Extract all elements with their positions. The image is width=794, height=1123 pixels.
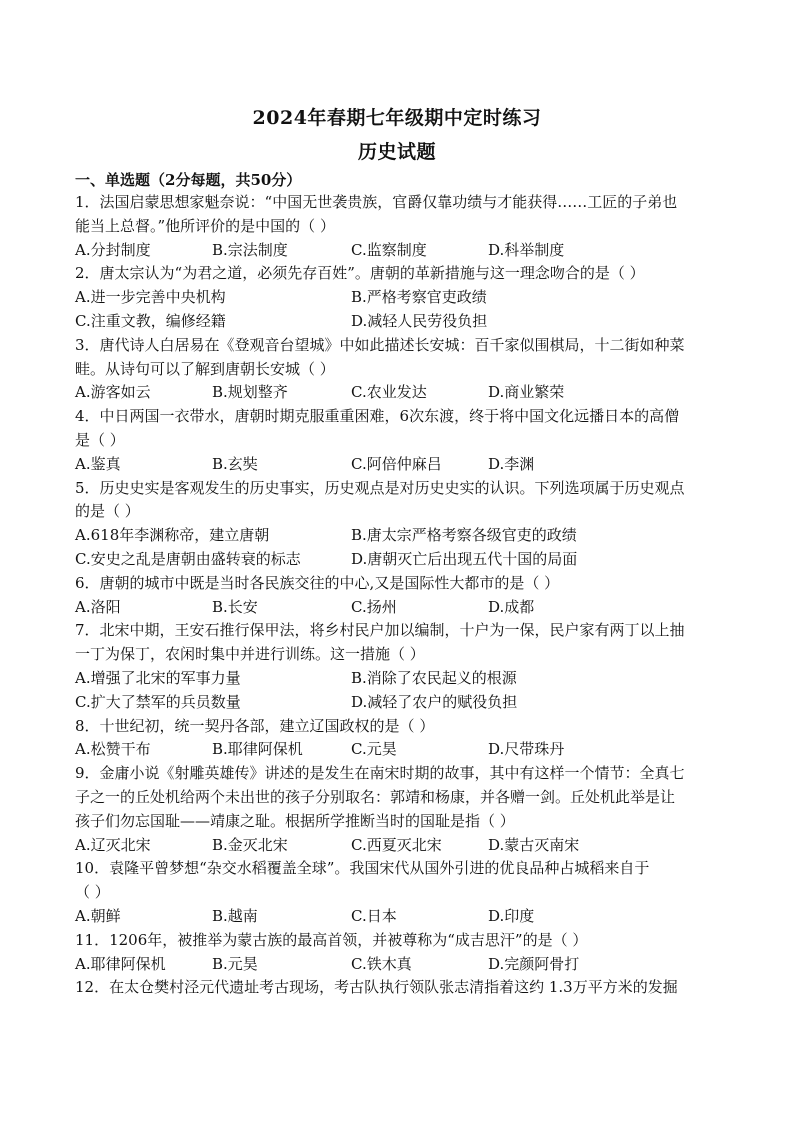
question-text-line: 3．唐代诗人白居易在《登观音台望城》中如此描述长安城：百千家似围棋局，十二街如种菜 bbox=[75, 335, 685, 354]
options-row bbox=[75, 453, 725, 477]
option-b: B.耶律阿保机 bbox=[212, 740, 303, 759]
option-b: B.消除了农民起义的根源 bbox=[351, 668, 517, 687]
option-a: A.鉴真 bbox=[75, 454, 121, 473]
option-b: B.规划整齐 bbox=[212, 383, 288, 402]
option-d: D.尺带珠丹 bbox=[488, 740, 565, 759]
option-c: C.安史之乱是唐朝由盛转衰的标志 bbox=[75, 549, 301, 568]
option-a: A.洛阳 bbox=[75, 597, 121, 616]
option-a: A.辽灭北宋 bbox=[75, 835, 151, 854]
option-a: A.618年李渊称帝，建立唐朝 bbox=[75, 526, 270, 545]
option-c: C.元昊 bbox=[351, 740, 397, 759]
question-text-line: 8．十世纪初，统一契丹各部，建立辽国政权的是（ ） bbox=[75, 716, 435, 735]
question-text-line: 是（ ） bbox=[75, 430, 125, 449]
option-b: B.严格考察官吏政绩 bbox=[351, 288, 487, 307]
question-6 bbox=[75, 572, 725, 620]
options-row bbox=[75, 834, 725, 858]
option-d: D.李渊 bbox=[488, 454, 535, 473]
question-text-line: 10．袁隆平曾梦想“杂交水稻覆盖全球”。我国宋代从国外引进的优良品种占城稻来自于 bbox=[75, 859, 650, 878]
option-c: C.扩大了禁军的兵员数量 bbox=[75, 692, 241, 711]
question-1 bbox=[75, 191, 725, 262]
question-12 bbox=[75, 976, 725, 1000]
question-7 bbox=[75, 619, 725, 714]
option-d: D.蒙古灭南宋 bbox=[488, 835, 580, 854]
option-b: B.长安 bbox=[212, 597, 258, 616]
question-8 bbox=[75, 715, 725, 763]
option-c: C.监察制度 bbox=[351, 240, 427, 259]
option-c: C.注重文教，编修经籍 bbox=[75, 311, 226, 330]
question-9 bbox=[75, 762, 725, 857]
section-heading: 一、单选题（2分每题，共50分） bbox=[75, 171, 302, 189]
options-row bbox=[75, 691, 725, 715]
option-b: B.玄奘 bbox=[212, 454, 258, 473]
option-a: A.耶律阿保机 bbox=[75, 954, 166, 973]
option-b: B.金灭北宋 bbox=[212, 835, 288, 854]
question-text-line: （ ） bbox=[75, 883, 110, 902]
options-row bbox=[75, 239, 725, 263]
option-d: D.减轻人民劳役负担 bbox=[351, 311, 488, 330]
option-b: B.唐太宗严格考察各级官吏的政绩 bbox=[351, 526, 577, 545]
question-4 bbox=[75, 405, 725, 476]
option-c: C.扬州 bbox=[351, 597, 397, 616]
question-2 bbox=[75, 262, 725, 333]
question-text-line: 孩子们勿忘国耻——靖康之耻。根据所学推断当时的国耻是指（ ） bbox=[75, 811, 515, 830]
question-text-line: 畦。从诗句可以了解到唐朝长安城（ ） bbox=[75, 359, 335, 378]
option-a: A.增强了北宋的军事力量 bbox=[75, 668, 241, 687]
question-text-line: 4．中日两国一衣带水，唐朝时期克服重重困难，6次东渡，终于将中国文化远播日本的高僧 bbox=[75, 407, 680, 426]
question-10 bbox=[75, 857, 725, 928]
option-d: D.完颜阿骨打 bbox=[488, 954, 580, 973]
option-a: A.松赞干布 bbox=[75, 740, 151, 759]
question-text-line: 的是（ ） bbox=[75, 502, 140, 521]
option-a: A.朝鲜 bbox=[75, 906, 121, 925]
option-b: B.宗法制度 bbox=[212, 240, 288, 259]
question-text-line: 5．历史史实是客观发生的历史事实，历史观点是对历史史实的认识。下列选项属于历史观点 bbox=[75, 478, 685, 497]
question-list bbox=[75, 191, 725, 1000]
question-text-line: 12．在太仓樊村泾元代遗址考古现场，考古队执行领队张志清指着这约 1.3万平方米的发掘 bbox=[75, 978, 678, 997]
option-a: A.进一步完善中央机构 bbox=[75, 288, 226, 307]
option-c: C.日本 bbox=[351, 906, 397, 925]
option-c: C.铁木真 bbox=[351, 954, 412, 973]
options-row bbox=[75, 905, 725, 929]
options-row bbox=[75, 310, 725, 334]
exam-title: 2024年春期七年级期中定时练习 bbox=[252, 107, 542, 129]
option-d: D.印度 bbox=[488, 906, 535, 925]
option-b: B.越南 bbox=[212, 906, 258, 925]
options-row bbox=[75, 953, 725, 977]
options-row bbox=[75, 596, 725, 620]
option-d: D.商业繁荣 bbox=[488, 383, 565, 402]
options-row bbox=[75, 548, 725, 572]
option-c: C.阿倍仲麻吕 bbox=[351, 454, 442, 473]
option-d: D.科举制度 bbox=[488, 240, 565, 259]
question-text-line: 1．法国启蒙思想家魁奈说：“中国无世袭贵族，官爵仅靠功绩与才能获得……工匠的子弟也 bbox=[75, 193, 678, 211]
question-5 bbox=[75, 477, 725, 572]
question-text-line: 子之一的丘处机给两个未出世的孩子分别取名：郭靖和杨康，并各赠一剑。丘处机此举是让 bbox=[75, 787, 676, 806]
option-d: D.减轻了农户的赋役负担 bbox=[351, 692, 518, 711]
options-row bbox=[75, 667, 725, 691]
question-text-line: 2．唐太宗认为“为君之道，必须先存百姓”。唐朝的革新措施与这一理念吻合的是（ ） bbox=[75, 264, 645, 283]
option-c: C.农业发达 bbox=[351, 383, 427, 402]
option-a: A.游客如云 bbox=[75, 383, 151, 402]
option-c: C.西夏灭北宋 bbox=[351, 835, 442, 854]
options-row bbox=[75, 286, 725, 310]
option-b: B.元昊 bbox=[212, 954, 258, 973]
question-text-line: 能当上总督。”他所评价的是中国的（ ） bbox=[75, 216, 335, 235]
question-text-line: 6．唐朝的城市中既是当时各民族交往的中心,又是国际性大都市的是（ ） bbox=[75, 573, 560, 592]
options-row bbox=[75, 381, 725, 405]
option-a: A.分封制度 bbox=[75, 240, 151, 259]
question-text-line: 11．1206年，被推举为蒙古族的最高首领，并被尊称为“成吉思汗”的是（ ） bbox=[75, 930, 588, 949]
option-d: D.成都 bbox=[488, 597, 535, 616]
question-text-line: 7．北宋中期，王安石推行保甲法，将乡村民户加以编制，十户为一保，民户家有两丁以上抽 bbox=[75, 621, 685, 640]
question-text-line: 一丁为保丁，农闲时集中并进行训练。这一措施（ ） bbox=[75, 645, 425, 664]
options-row bbox=[75, 738, 725, 762]
options-row bbox=[75, 524, 725, 548]
question-3 bbox=[75, 334, 725, 405]
question-text-line: 9．金庸小说《射雕英雄传》讲述的是发生在南宋时期的故事，其中有这样一个情节：全真七 bbox=[75, 764, 685, 783]
subject-title: 历史试题 bbox=[357, 141, 436, 163]
option-d: D.唐朝灭亡后出现五代十国的局面 bbox=[351, 549, 578, 568]
question-11 bbox=[75, 929, 725, 977]
